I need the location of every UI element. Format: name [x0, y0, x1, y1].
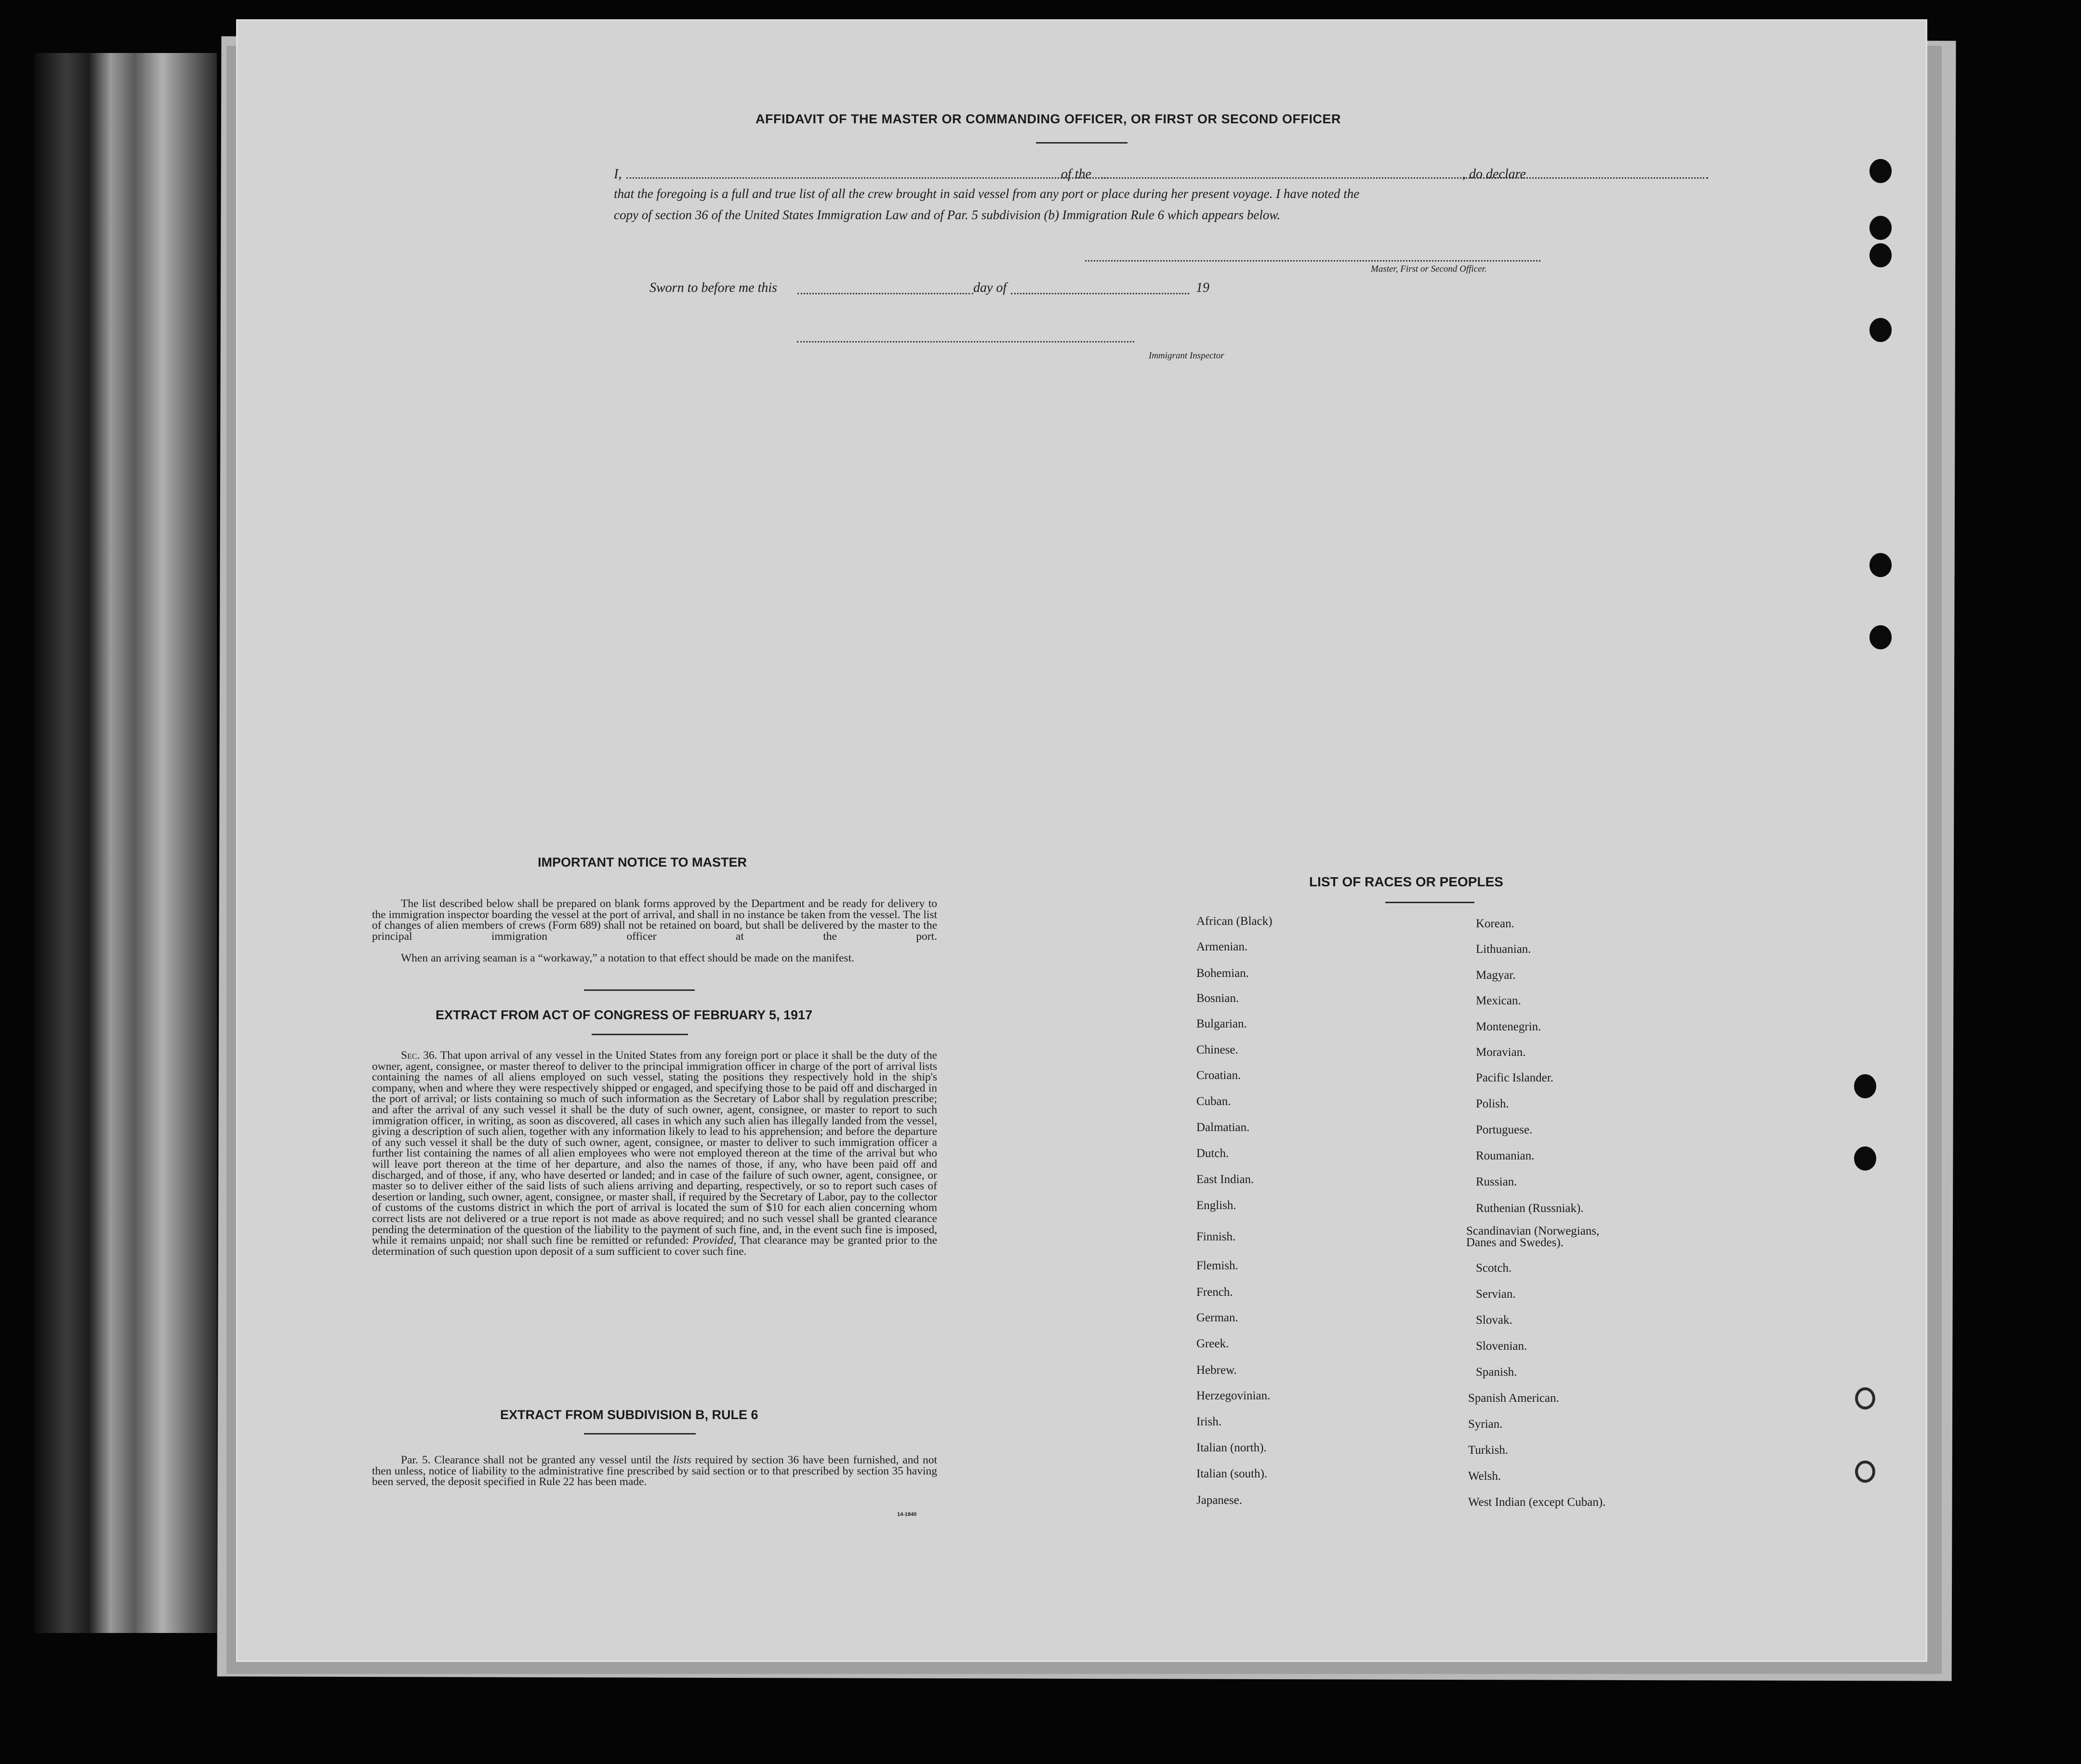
- race-item: Montenegrin.: [1476, 1020, 1541, 1033]
- race-item: Slovenian.: [1476, 1340, 1527, 1353]
- name-blank: [626, 177, 1108, 179]
- punch-hole: [1869, 553, 1892, 577]
- affidavit-i: I,: [614, 167, 622, 182]
- race-item: German.: [1196, 1311, 1238, 1324]
- races-title: LIST OF RACES OR PEOPLES: [1309, 874, 1503, 889]
- rule6-text-a: Par. 5. Clearance shall not be granted any vessel until the: [401, 1454, 669, 1466]
- lists-word: lists: [673, 1454, 691, 1466]
- notice-body: [372, 898, 937, 964]
- race-item: Welsh.: [1468, 1470, 1501, 1483]
- race-item: Dalmatian.: [1196, 1121, 1250, 1134]
- section-36-tail: That clearance may be granted prior to the determination of such question upon deposit of a sum sufficient to cover such fine.: [372, 1234, 938, 1258]
- inspector-signature-line: [797, 341, 1134, 342]
- race-item: African (Black): [1196, 915, 1272, 928]
- race-item: English.: [1196, 1199, 1236, 1212]
- punch-hole: [1854, 1074, 1876, 1098]
- section-label: Sec. 36.: [401, 1049, 437, 1062]
- manifest-page: [236, 19, 1927, 1662]
- race-item: West Indian (except Cuban).: [1468, 1496, 1606, 1509]
- affidavit-title: AFFIDAVIT OF THE MASTER OR COMMANDING OFFICER, OR FIRST OR SECOND OFFICER: [756, 112, 1341, 126]
- race-item: Syrian.: [1468, 1418, 1503, 1431]
- affidavit-line-3: copy of section 36 of the United States Immigration Law and of Par. 5 subdivision (b) Immigration Rule 6 which appears below.: [614, 208, 1281, 222]
- race-item: Dutch.: [1196, 1147, 1229, 1160]
- rule6-body: [372, 1455, 937, 1488]
- rule6-title: EXTRACT FROM SUBDIVISION B, RULE 6: [500, 1408, 758, 1422]
- race-item: Italian (south).: [1196, 1467, 1268, 1480]
- race-item: Spanish.: [1476, 1366, 1517, 1379]
- race-item: Flemish.: [1196, 1259, 1238, 1272]
- race-item: Herzegovinian.: [1196, 1389, 1271, 1402]
- divider: [1036, 142, 1127, 144]
- divider: [1385, 902, 1474, 903]
- divider: [584, 989, 695, 991]
- race-item: Polish.: [1476, 1097, 1509, 1110]
- vessel-blank: [1101, 177, 1708, 179]
- race-item: Moravian.: [1476, 1046, 1526, 1059]
- affidavit-declare: , do declare: [1462, 167, 1526, 182]
- form-number: 14-1840: [897, 1512, 917, 1517]
- race-item: Scotch.: [1476, 1262, 1512, 1275]
- scanner-binding: [34, 53, 217, 1633]
- sworn-day-blank: [797, 293, 973, 294]
- punch-hole: [1869, 216, 1892, 240]
- punch-hole: [1869, 243, 1892, 267]
- punch-hole: [1869, 159, 1892, 183]
- punch-hole: [1869, 625, 1892, 649]
- signature-caption: Master, First or Second Officer.: [1371, 264, 1487, 274]
- race-item: Ruthenian (Russniak).: [1476, 1202, 1584, 1215]
- race-item: Magyar.: [1476, 969, 1516, 982]
- sworn-prefix: Sworn to before me this: [649, 280, 777, 295]
- affidavit-line-2: that the foregoing is a full and true list of all the crew brought in said vessel from any port or place during her present voyage. I have noted the: [614, 186, 1360, 201]
- sworn-year: 19: [1196, 280, 1209, 295]
- punch-hole: [1855, 1461, 1875, 1483]
- race-item: Russian.: [1476, 1175, 1517, 1188]
- affidavit-of-the: of the: [1061, 167, 1091, 182]
- race-item: East Indian.: [1196, 1173, 1254, 1186]
- race-item: Spanish American.: [1468, 1392, 1559, 1405]
- race-item: Finnish.: [1196, 1230, 1236, 1243]
- race-item: Danes and Swedes).: [1466, 1236, 1564, 1249]
- race-item: Korean.: [1476, 917, 1514, 930]
- race-item: Lithuanian.: [1476, 943, 1531, 956]
- race-item: Japanese.: [1196, 1494, 1243, 1507]
- punch-hole: [1855, 1387, 1875, 1409]
- section-36-text: That upon arrival of any vessel in the United States from any foreign port or place it shall be the duty of the owner, agent, consignee, or master thereof to deliver to the principal immigration officer in charge of the port of arrival lists containing the names of all aliens employed on such vessel, stating the positions they respectively hold in the ship's company, when and where they were respectively shipped or engaged, and specifying those to be paid off and discharged in the port of arrival; or lists containing so much of such information as the Secretary of Labor shall by regulation prescribe; and after the arrival of any such vessel it shall be the duty of such owner, agent, consignee, or master to report to such immigration officer, in writing, as soon as discovered, all cases in which any such alien has illegally landed from the vessel, giving a description of such alien, together with any information likely to lead to his apprehension; and before the departure of any such vessel it shall be the duty of such owner, agent, consignee, or master to deliver to such immigration officer a further list containing the names of all alien employees who were not employed thereon at the time of the arrival but who will leave port thereon at the time of her departure, and also the names of those, if any, who have been paid off and discharged, and of those, if any, who have deserted or landed; and in case of the failure of such owner, agent, consignee, or master so to deliver either of the said lists of such aliens arriving and departing, respectively, or so to report such cases of desertion or landing, such owner, agent, consignee, or master shall, if required by the Secretary of Labor, pay to the collector of customs of the customs district in which the port of arrival is located the sum of $10 for each alien concerning whom correct lists are not delivered or a true report is not made as above required; and no such vessel shall be granted clearance pending the determination of the question of the liability to the payment of such fine, and, in the event such fine is imposed, while it remains unpaid; nor shall such fine be remitted or refunded:: [372, 1049, 937, 1247]
- race-item: Irish.: [1196, 1415, 1222, 1428]
- race-item: French.: [1196, 1286, 1233, 1299]
- race-item: Mexican.: [1476, 994, 1521, 1007]
- race-item: Chinese.: [1196, 1043, 1238, 1056]
- race-item: Hebrew.: [1196, 1364, 1237, 1377]
- race-item: Portuguese.: [1476, 1123, 1533, 1136]
- race-item: Bulgarian.: [1196, 1017, 1247, 1030]
- act-body: [372, 1050, 937, 1257]
- race-item: Bohemian.: [1196, 967, 1249, 980]
- race-item: Turkish.: [1468, 1444, 1509, 1457]
- race-item: Scandinavian (Norwegians,: [1466, 1224, 1600, 1237]
- rule6-text-b: required by section 36 have been furnished, and not then unless, notice of liability to the administrative fine prescribed by said section or to that prescribed by section 35 having been served, the deposit specified in Rule 22 has been made.: [372, 1454, 938, 1488]
- signature-line: [1085, 260, 1540, 262]
- race-item: Cuban.: [1196, 1095, 1231, 1108]
- race-item: Greek.: [1196, 1337, 1229, 1350]
- race-item: Armenian.: [1196, 940, 1248, 953]
- race-item: Servian.: [1476, 1288, 1516, 1301]
- act-title: EXTRACT FROM ACT OF CONGRESS OF FEBRUARY 5, 1917: [436, 1008, 813, 1022]
- punch-hole: [1854, 1146, 1876, 1171]
- race-item: Bosnian.: [1196, 992, 1239, 1005]
- notice-paragraph-2: When an arriving seaman is a “workaway,” a notation to that effect should be made on the manifest.: [401, 951, 854, 964]
- race-item: Italian (north).: [1196, 1441, 1267, 1454]
- race-item: Pacific Islander.: [1476, 1071, 1554, 1084]
- punch-hole: [1869, 318, 1892, 342]
- sworn-day-of: day of: [973, 280, 1007, 295]
- notice-title: IMPORTANT NOTICE TO MASTER: [538, 855, 747, 869]
- race-item: Slovak.: [1476, 1314, 1512, 1327]
- provided-word: Provided,: [692, 1234, 737, 1247]
- race-item: Roumanian.: [1476, 1149, 1535, 1162]
- inspector-caption: Immigrant Inspector: [1149, 351, 1224, 361]
- race-item: Croatian.: [1196, 1069, 1241, 1082]
- notice-paragraph-1: The list described below shall be prepared on blank forms approved by the Department and be ready for delivery to the immigration inspector boarding the vessel at the port of arrival, and shall in no instance be taken from the vessel. The list of changes of alien members of crews (Form 689) shall not be retained on board, but shall be delivered by the master to the principal immigration officer at the port.: [372, 897, 937, 943]
- divider: [592, 1034, 688, 1035]
- divider: [584, 1433, 696, 1435]
- sworn-month-blank: [1011, 293, 1189, 294]
